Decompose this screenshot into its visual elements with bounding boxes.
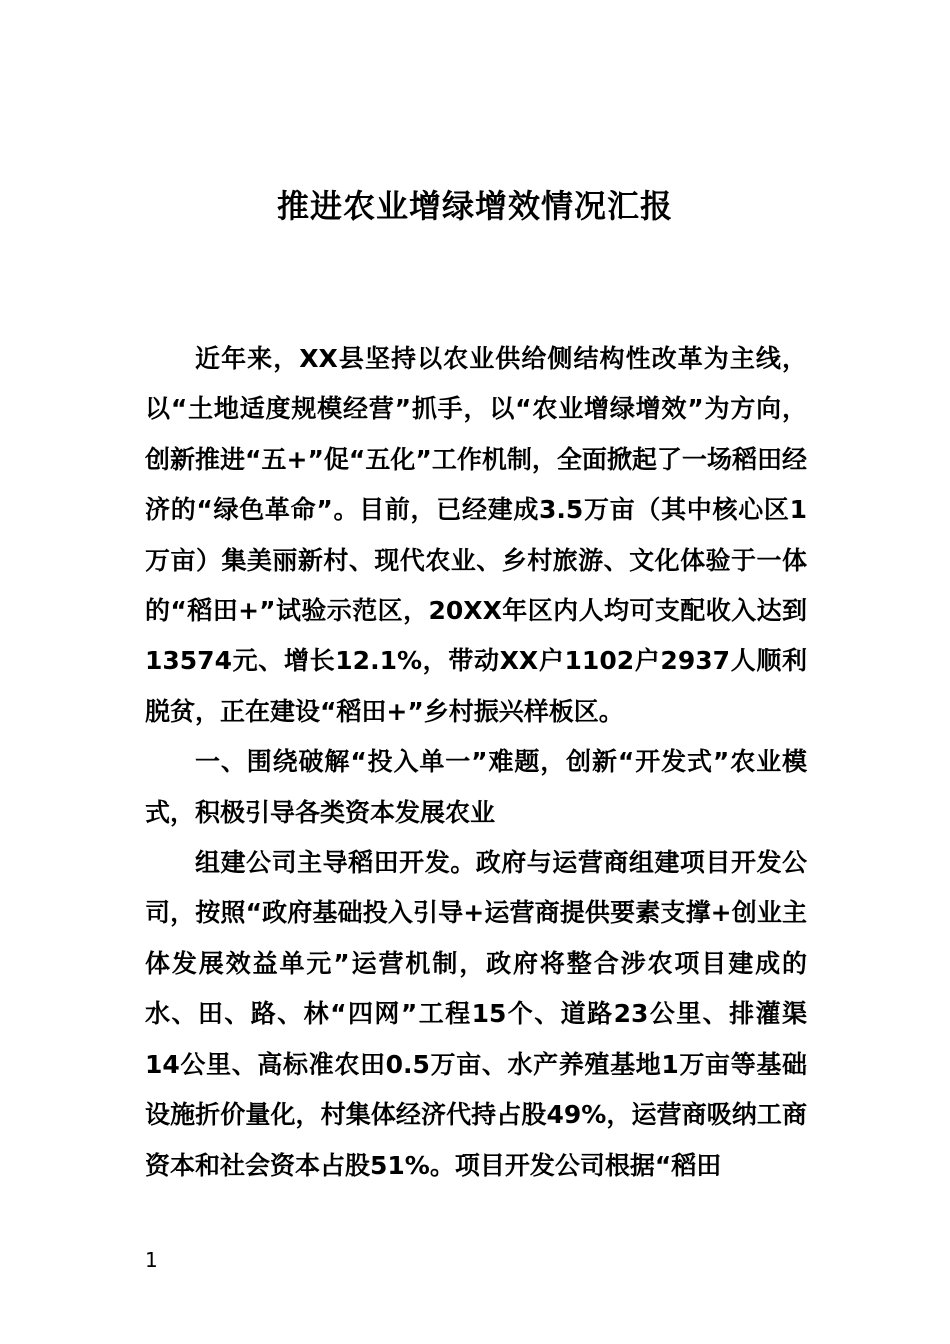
document-body [145,334,807,1191]
document-title: 推进农业增绿增效情况汇报 [276,187,673,225]
paragraph-intro: 近年来，XX县坚持以农业供给侧结构性改革为主线，以“土地适度规模经营”抓手，以“农业增绿增效”为方向，创新推进“五+”促“五化”工作机制，全面掀起了一场稻田经济的“绿色革命”。目前，已经建成3.5万亩（其中核心区1万亩）集美丽新村、现代农业、乡村旅游、文化体验于一体的“稻田+”试验示范区，20XX年区内人均可支配收入达到13574元、增长12.1%，带动XX户1102户2937人顺利脱贫，正在建设“稻田+”乡村振兴样板区。 [145,344,807,726]
paragraph-company: 组建公司主导稻田开发。政府与运营商组建项目开发公司，按照“政府基础投入引导+运营商提供要素支撑+创业主体发展效益单元”运营机制，政府将整合涉农项目建成的水、田、路、林“四网”工程15个、道路23公里、排灌渠14公里、高标准农田0.5万亩、水产养殖基地1万亩等基础设施折价量化，村集体经济代持占股49%，运营商吸纳工商资本和社会资本占股51%。项目开发公司根据“稻田 [145,848,807,1180]
section-heading-1: 一、围绕破解“投入单一”难题，创新“开发式”农业模式，积极引导各类资本发展农业 [145,747,807,827]
page-number: 1 [145,1248,158,1272]
